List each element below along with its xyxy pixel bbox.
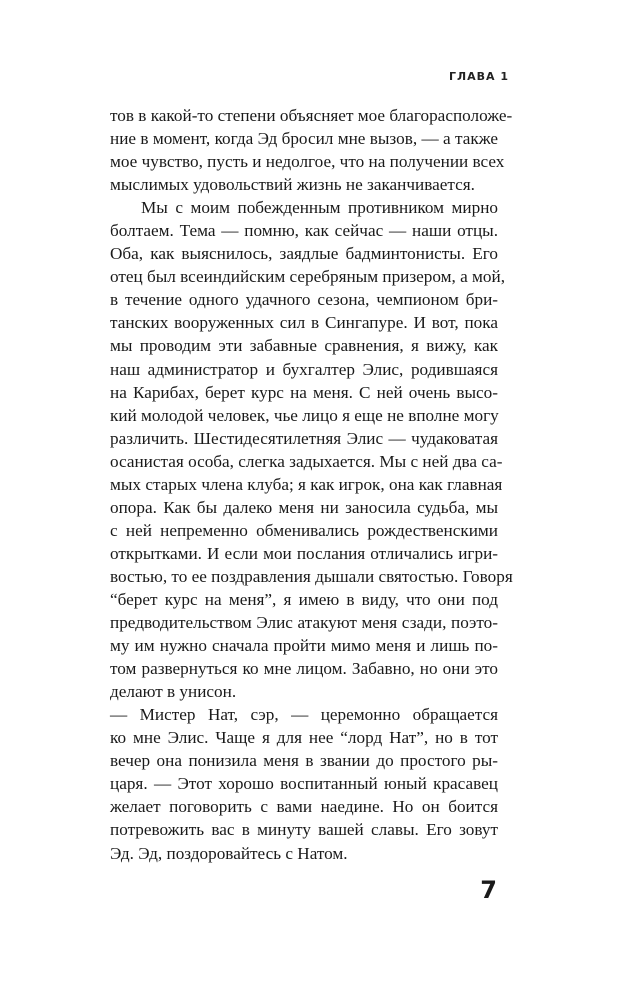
text-line: открытками. И если мои послания отличались игри- — [110, 543, 498, 563]
text-line: “берет курс на меня”, я имею в виду, что они под — [110, 589, 498, 609]
paragraph-3 — [110, 703, 498, 864]
text-line: болтаем. Тема — помню, как сейчас — наши отцы. — [110, 221, 498, 241]
text-line: мых старых члена клуба; я как игрок, она как главная — [110, 474, 503, 494]
text-line: наш администратор и бухгалтер Элис, родившаяся — [110, 359, 498, 379]
text-line: отец был всеиндийским серебряным призером, а мой, — [110, 267, 506, 287]
paragraph-1 — [110, 104, 513, 196]
text-line: мы проводим эти забавные сравнения, я вижу, как — [110, 336, 498, 356]
text-line: ние в момент, когда Эд бросил мне вызов, — а также — [110, 129, 498, 149]
text-line: тов в какой-то степени объясняет мое благорасположе- — [110, 106, 513, 125]
text-line: кий молодой человек, чье лицо я еще не вполне могу — [110, 405, 499, 425]
body-text — [110, 104, 513, 865]
text-line: — Мистер Нат, сэр, — церемонно обращается — [110, 705, 498, 725]
running-head: ГЛАВА 1 — [448, 70, 509, 83]
text-line: потревожить вас в минуту вашей славы. Его зовут — [110, 820, 498, 840]
text-line: Оба, как выяснилось, заядлые бадминтонисты. Его — [110, 244, 498, 264]
text-line: осанистая особа, слегка задыхается. Мы с ней два са- — [110, 451, 503, 471]
text-line: царя. — Этот хорошо воспитанный юный красавец — [110, 774, 498, 794]
text-line: желает поговорить с вами наедине. Но он боится — [110, 797, 498, 817]
text-line: вечер она понизила меня в звании до простого ры- — [110, 751, 498, 771]
text-line: мыслимых удовольствий жизнь не заканчивается. — [110, 175, 475, 195]
text-line: том развернуться ко мне лицом. Забавно, но они это — [110, 659, 498, 679]
text-line: с ней непременно обменивались рождественскими — [110, 520, 498, 540]
text-line: му им нужно сначала пройти мимо меня и лишь по- — [110, 636, 498, 656]
text-line: Эд. Эд, поздоровайтесь с Натом. — [110, 843, 348, 863]
text-line: востью, то ее поздравления дышали святостью. Говоря — [110, 566, 513, 586]
text-line: опора. Как бы далеко меня ни заносила судьба, мы — [110, 497, 498, 517]
text-line: различить. Шестидесятилетняя Элис — чудаковатая — [110, 428, 498, 448]
text-line: Мы с моим побежденным противником мирно — [141, 198, 498, 218]
text-line: ко мне Элис. Чаще я для нее “лорд Нат”, но в тот — [110, 728, 498, 748]
text-line: предводительством Элис атакуют меня сзади, поэто- — [110, 613, 498, 633]
text-line: танских вооруженных сил в Сингапуре. И вот, пока — [110, 313, 498, 333]
text-line: на Карибах, берет курс на меня. С ней очень высо- — [110, 382, 498, 402]
text-line: мое чувство, пусть и недолгое, что на получении всех — [110, 152, 505, 172]
text-line: в течение одного удачного сезона, чемпионом бри- — [110, 290, 498, 310]
paragraph-2 — [110, 196, 513, 703]
text-line: делают в унисон. — [110, 682, 237, 702]
page-number: 7 — [480, 876, 497, 904]
